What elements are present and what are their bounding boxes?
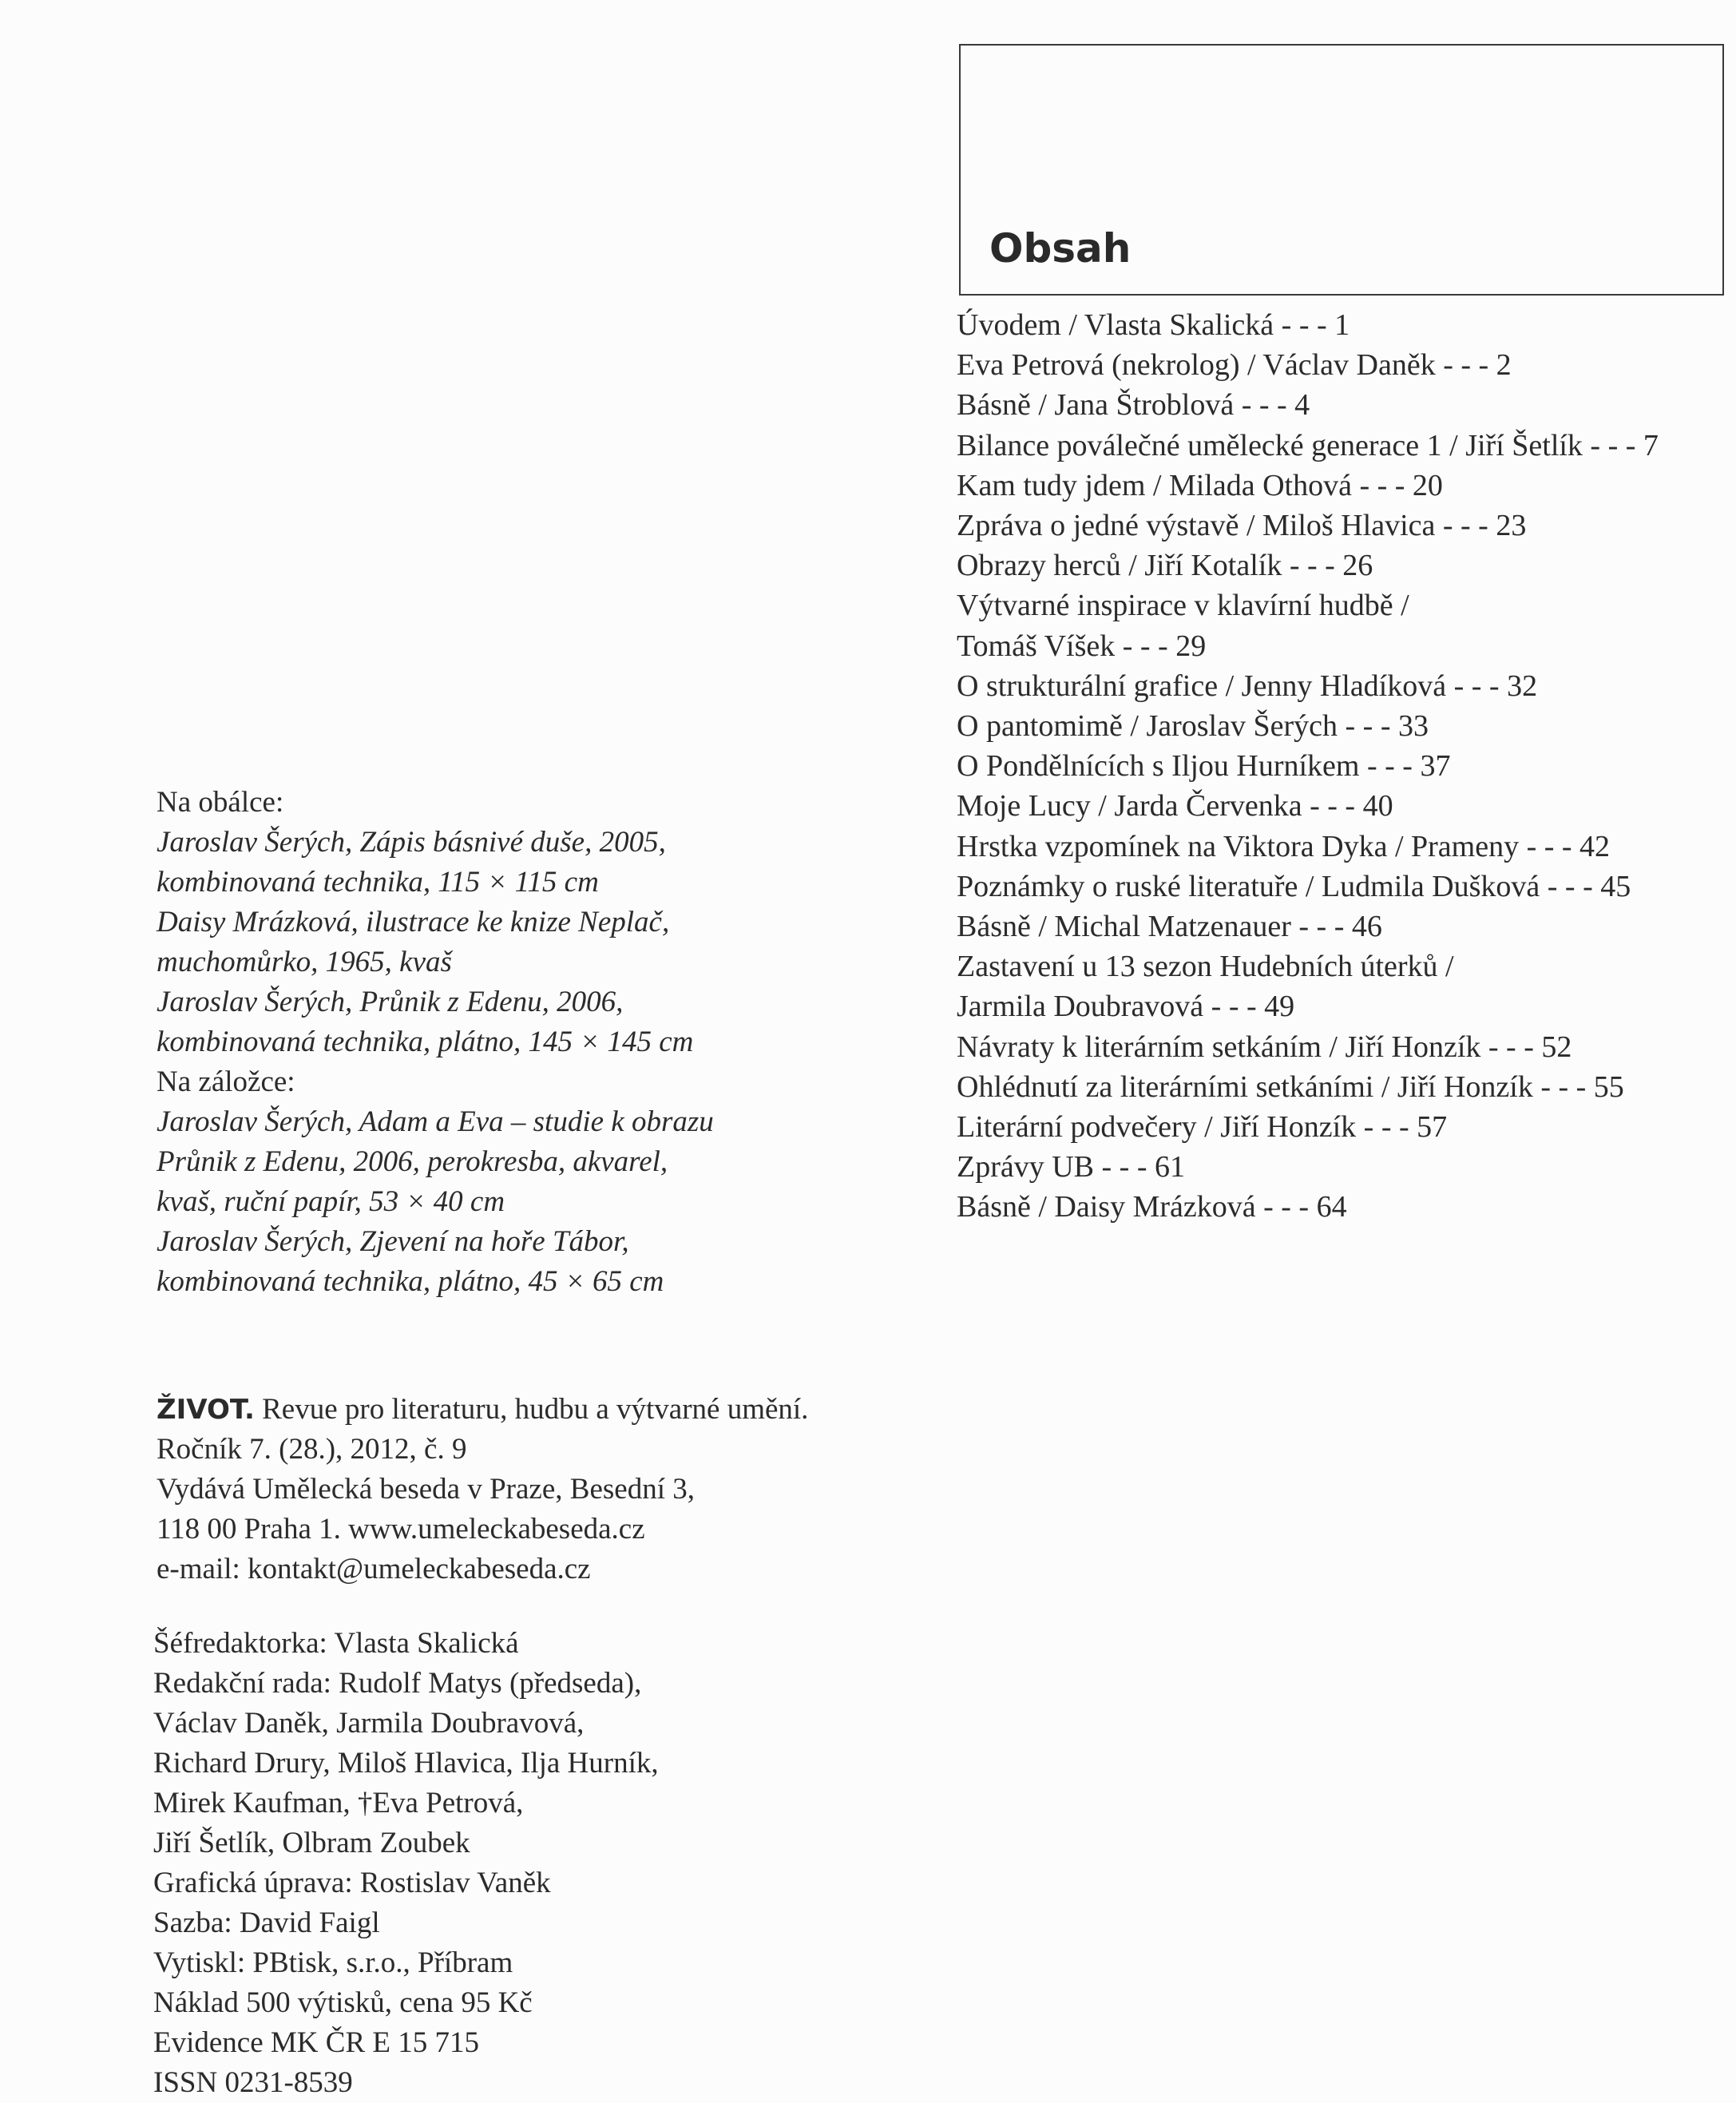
magazine-subtitle: Revue pro literaturu, hudbu a výtvarné umění. xyxy=(262,1393,809,1426)
table-of-contents xyxy=(957,305,1731,1228)
toc-entry: Eva Petrová (nekrolog) / Václav Daněk - - - 2 xyxy=(957,348,1512,383)
imprint-title-line xyxy=(157,1390,1035,1430)
toc-entry: Kam tudy jdem / Milada Othová - - - 20 xyxy=(957,468,1443,502)
toc-entry: O pantomimě / Jaroslav Šerých - - - 33 xyxy=(957,709,1429,744)
text-line: Jaroslav Šerých, Zjevení na hoře Tábor, xyxy=(157,1225,629,1258)
magazine-name: ŽIVOT. xyxy=(157,1394,255,1426)
imprint xyxy=(157,1390,1035,1589)
text-line: kombinovaná technika, plátno, 45 × 65 cm xyxy=(157,1265,664,1298)
text-line: Václav Daněk, Jarmila Doubravová, xyxy=(153,1707,585,1740)
text-line: Náklad 500 výtisků, cena 95 Kč xyxy=(153,1986,533,2019)
text-line: Daisy Mrázková, ilustrace ke knize Neplač, xyxy=(157,906,670,938)
cover-credits xyxy=(157,783,795,1302)
toc-entry: O Pondělnících s Iljou Hurníkem - - - 37 xyxy=(957,749,1451,784)
toc-entry: Zpráva o jedné výstavě / Miloš Hlavica - - - 23 xyxy=(957,509,1527,543)
text-line: kombinovaná technika, plátno, 145 × 145 cm xyxy=(157,1026,694,1058)
text-line: Šéfredaktorka: Vlasta Skalická xyxy=(153,1627,519,1660)
flap-lines xyxy=(157,1102,795,1302)
toc-entry: Návraty k literárním setkáním / Jiří Honzík - - - 52 xyxy=(957,1030,1572,1064)
toc-entry: Obrazy herců / Jiří Kotalík - - - 26 xyxy=(957,549,1373,583)
toc-entry: Básně / Daisy Mrázková - - - 64 xyxy=(957,1190,1347,1224)
text-line: Sazba: David Faigl xyxy=(153,1907,380,1939)
text-line: kvaš, ruční papír, 53 × 40 cm xyxy=(157,1185,505,1218)
text-line: Evidence MK ČR E 15 715 xyxy=(153,2026,479,2059)
toc-entry: Básně / Michal Matzenauer - - - 46 xyxy=(957,910,1382,944)
text-line: e-mail: kontakt@umeleckabeseda.cz xyxy=(157,1553,591,1585)
cover-lines xyxy=(157,823,795,1062)
editorial-staff xyxy=(153,1624,1032,2103)
toc-entry: Výtvarné inspirace v klavírní hudbě / xyxy=(957,589,1409,623)
toc-entry: Literární podvečery / Jiří Honzík - - - 57 xyxy=(957,1110,1448,1145)
toc-entry: O strukturální grafice / Jenny Hladíková - - - 32 xyxy=(957,669,1538,703)
toc-entry: Úvodem / Vlasta Skalická - - - 1 xyxy=(957,308,1350,342)
text-line: Jaroslav Šerých, Průnik z Edenu, 2006, xyxy=(157,986,624,1018)
contents-title-box xyxy=(959,44,1724,296)
flap-heading: Na záložce: xyxy=(157,1065,295,1098)
text-line: Jiří Šetlík, Olbram Zoubek xyxy=(153,1827,470,1859)
toc-entry: Ohlédnutí za literárními setkáními / Jiří Honzík - - - 55 xyxy=(957,1069,1624,1104)
toc-entry: Básně / Jana Štroblová - - - 4 xyxy=(957,388,1310,423)
toc-entry: Zastavení u 13 sezon Hudebních úterků / xyxy=(957,950,1454,984)
text-line: 118 00 Praha 1. www.umeleckabeseda.cz xyxy=(157,1513,645,1546)
text-line: Průnik z Edenu, 2006, perokresba, akvarel, xyxy=(157,1145,668,1178)
text-line: muchomůrko, 1965, kvaš xyxy=(157,946,452,978)
text-line: kombinovaná technika, 115 × 115 cm xyxy=(157,866,599,899)
toc-entry: Hrstka vzpomínek na Viktora Dyka / Prameny - - - 42 xyxy=(957,829,1611,863)
text-line: Vydává Umělecká beseda v Praze, Besední 3, xyxy=(157,1473,695,1506)
toc-entry: Jarmila Doubravová - - - 49 xyxy=(957,990,1295,1024)
text-line: ISSN 0231-8539 xyxy=(153,2066,353,2099)
contents-title: Obsah xyxy=(989,225,1132,272)
text-line: Jaroslav Šerých, Zápis básnivé duše, 2005, xyxy=(157,826,666,859)
imprint-lines xyxy=(157,1430,1035,1589)
text-line: Vytiskl: PBtisk, s.r.o., Příbram xyxy=(153,1946,513,1979)
staff-lines xyxy=(153,1624,1032,2103)
toc-entry: Bilance poválečné umělecké generace 1 / Jiří Šetlík - - - 7 xyxy=(957,428,1659,462)
text-line: Redakční rada: Rudolf Matys (předseda), xyxy=(153,1667,642,1700)
text-line: Richard Drury, Miloš Hlavica, Ilja Hurník, xyxy=(153,1747,659,1780)
text-line: Jaroslav Šerých, Adam a Eva – studie k obrazu xyxy=(157,1105,714,1138)
text-line: Grafická úprava: Rostislav Vaněk xyxy=(153,1867,551,1899)
toc-entry: Moje Lucy / Jarda Červenka - - - 40 xyxy=(957,789,1393,823)
cover-heading: Na obálce: xyxy=(157,786,284,819)
toc-entry: Tomáš Víšek - - - 29 xyxy=(957,629,1207,663)
toc-entry: Zprávy UB - - - 61 xyxy=(957,1150,1185,1184)
text-line: Ročník 7. (28.), 2012, č. 9 xyxy=(157,1433,467,1466)
text-line: Mirek Kaufman, †Eva Petrová, xyxy=(153,1787,524,1819)
toc-entry: Poznámky o ruské literatuře / Ludmila Dušková - - - 45 xyxy=(957,869,1631,903)
